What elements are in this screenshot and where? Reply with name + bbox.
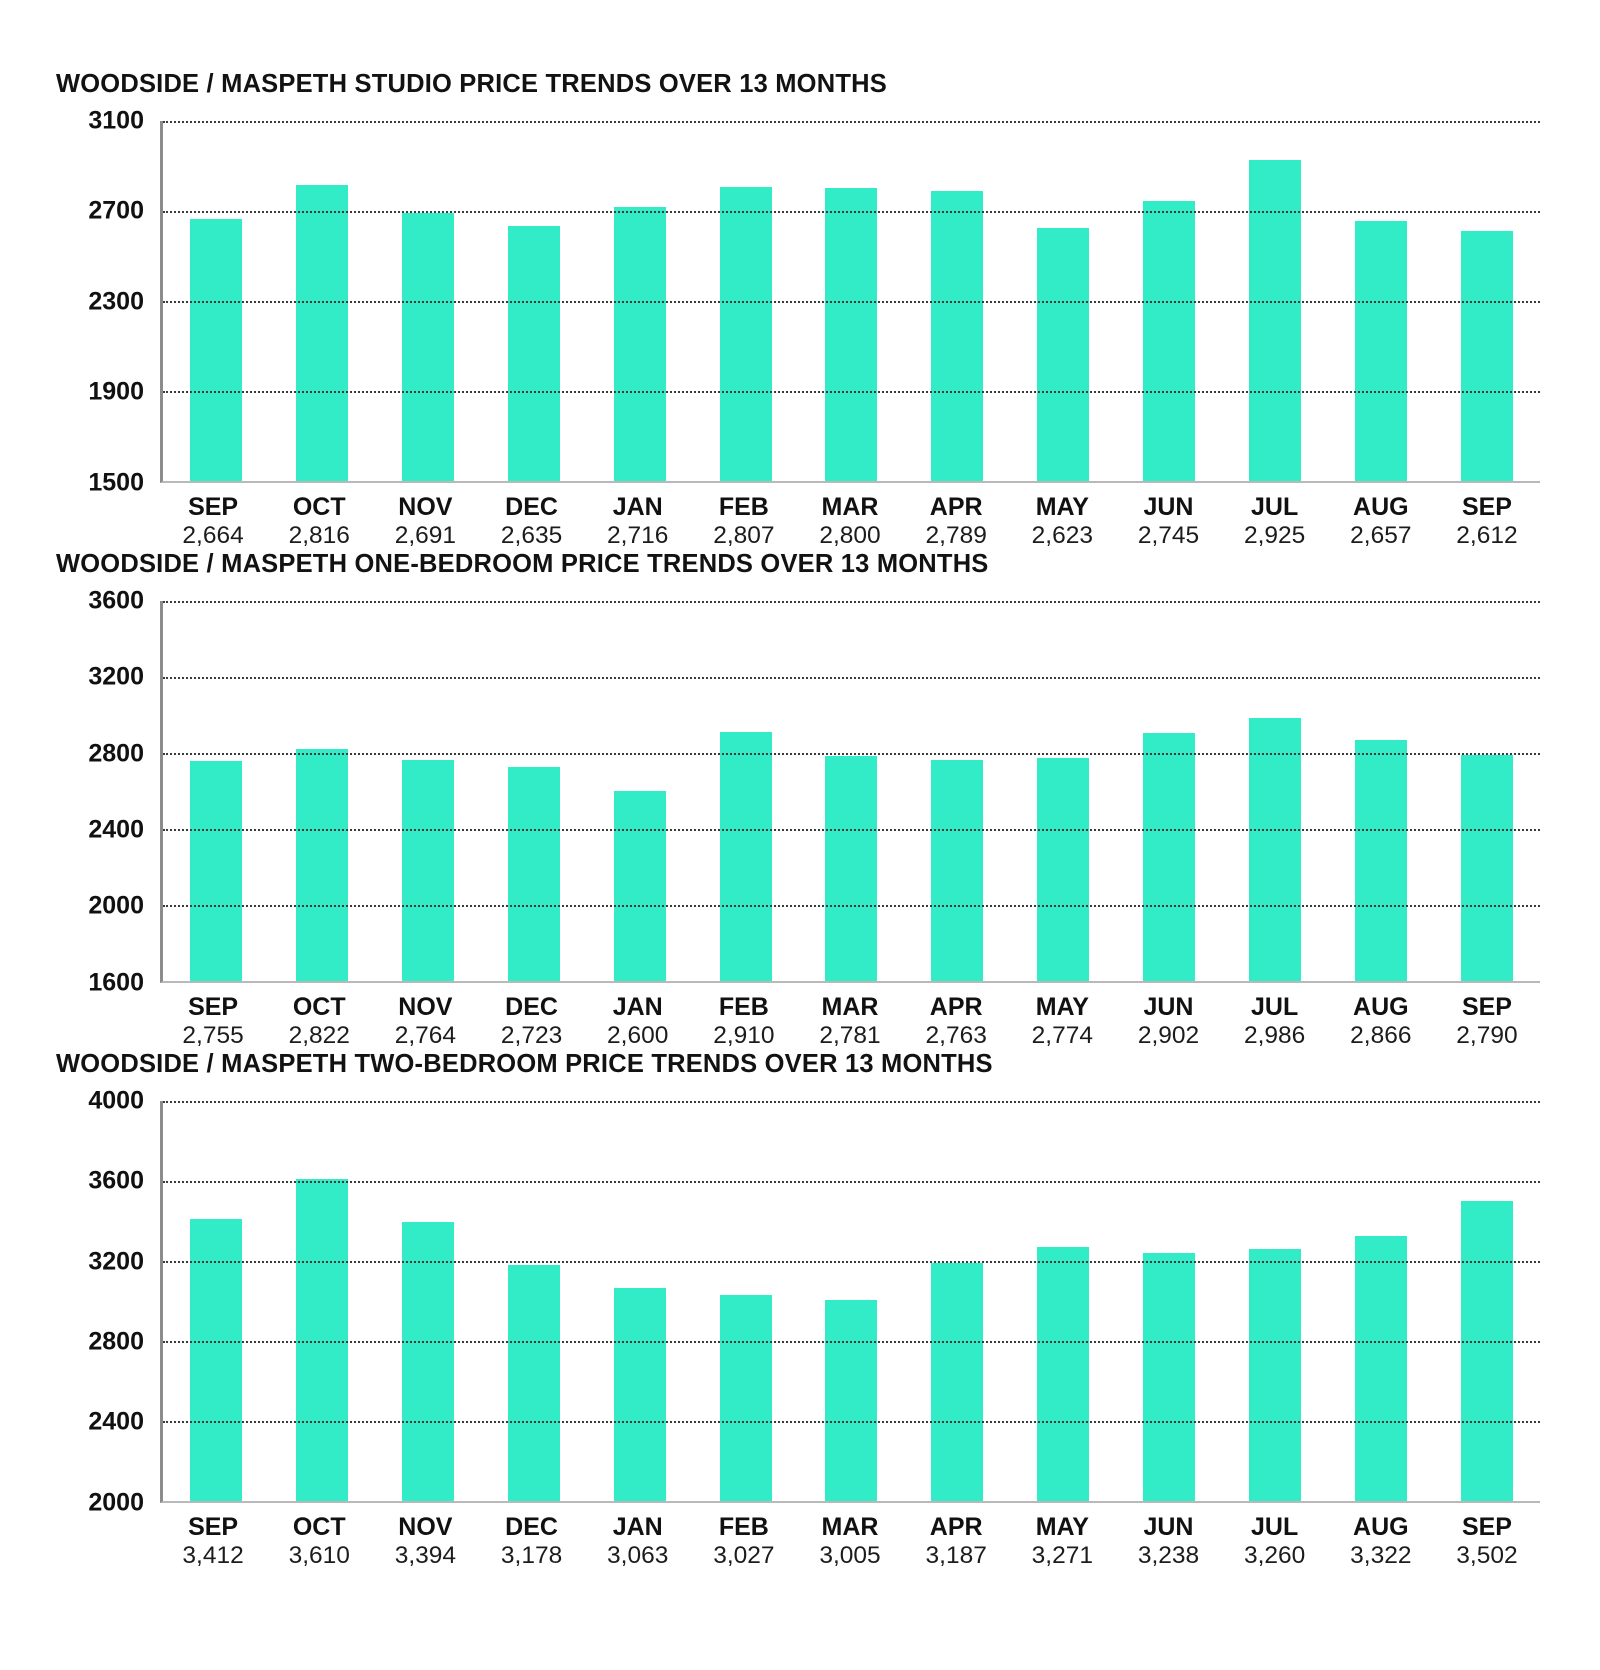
y-axis-tick-label: 1600 bbox=[88, 968, 144, 997]
bar-jul-10[interactable] bbox=[1249, 718, 1301, 981]
gridline bbox=[163, 121, 1540, 123]
x-axis-month-label: OCT bbox=[292, 992, 346, 1021]
labels-spacer bbox=[48, 993, 160, 1050]
x-axis-label-group bbox=[797, 493, 903, 550]
bar-value-label: 2,612 bbox=[1456, 521, 1518, 549]
bar-slot bbox=[1010, 601, 1116, 981]
bar-value-label: 2,664 bbox=[182, 521, 244, 549]
plot-row-two-bedroom bbox=[48, 1086, 1540, 1517]
y-axis-tick-label: 2300 bbox=[88, 287, 144, 316]
bar-value-label: 3,322 bbox=[1350, 1541, 1412, 1569]
x-axis-month-label: APR bbox=[929, 492, 983, 521]
bar-slot bbox=[904, 1101, 1010, 1501]
x-axis-label-group bbox=[266, 493, 372, 550]
bar-nov-2[interactable] bbox=[402, 213, 454, 481]
bar-slot bbox=[1010, 1101, 1116, 1501]
gridline bbox=[163, 1261, 1540, 1263]
x-axis-label-group bbox=[160, 993, 266, 1050]
x-axis-labels-studio bbox=[48, 493, 1540, 550]
y-axis-tick-label: 2000 bbox=[88, 1488, 144, 1517]
y-axis-tick-label: 2000 bbox=[88, 891, 144, 920]
bar-jun-9[interactable] bbox=[1143, 201, 1195, 481]
y-axis-one-bedroom bbox=[48, 586, 160, 997]
bar-value-label: 3,394 bbox=[394, 1541, 457, 1569]
page-title-studio: WOODSIDE / MASPETH STUDIO PRICE TRENDS OVER 13 MONTHS bbox=[56, 70, 887, 98]
bar-slot bbox=[375, 601, 481, 981]
x-axis-label-group bbox=[372, 993, 478, 1050]
x-axis-label-group bbox=[691, 993, 797, 1050]
bar-nov-2[interactable] bbox=[402, 760, 454, 981]
bar-value-label: 2,745 bbox=[1137, 521, 1200, 549]
x-axis-label-group bbox=[1434, 1513, 1540, 1570]
y-axis-tick-label: 3200 bbox=[88, 662, 144, 691]
x-axis-label-group bbox=[797, 993, 903, 1050]
bar-slot bbox=[163, 1101, 269, 1501]
x-axis-month-label: APR bbox=[929, 992, 983, 1021]
x-axis-month-label: OCT bbox=[292, 492, 346, 521]
x-axis-label-group bbox=[160, 1513, 266, 1570]
x-axis-label-group bbox=[585, 493, 691, 550]
x-axis-month-label: MAR bbox=[821, 1512, 879, 1541]
x-axis-label-group bbox=[1115, 493, 1221, 550]
bar-slot bbox=[799, 601, 905, 981]
x-axis-label-group bbox=[1115, 1513, 1221, 1570]
bar-sep-12[interactable] bbox=[1461, 231, 1513, 481]
x-axis-label-group bbox=[903, 993, 1009, 1050]
x-axis-month-label: OCT bbox=[292, 1512, 346, 1541]
bar-dec-3[interactable] bbox=[508, 226, 560, 481]
bar-value-label: 3,610 bbox=[288, 1541, 350, 1569]
y-axis-tick-label: 2800 bbox=[88, 1327, 144, 1356]
gridline bbox=[163, 753, 1540, 755]
bar-slot bbox=[375, 1101, 481, 1501]
labels-studio bbox=[160, 493, 1540, 550]
bar-value-label: 2,763 bbox=[925, 1021, 987, 1049]
x-axis-label-group bbox=[1222, 493, 1328, 550]
bar-aug-11[interactable] bbox=[1355, 740, 1407, 980]
bar-value-label: 2,790 bbox=[1456, 1021, 1518, 1049]
bar-value-label: 2,774 bbox=[1031, 1021, 1093, 1049]
labels-one-bedroom bbox=[160, 993, 1540, 1050]
x-axis-month-label: NOV bbox=[398, 492, 453, 521]
bar-value-label: 2,986 bbox=[1243, 1021, 1306, 1049]
bar-mar-6[interactable] bbox=[825, 1300, 877, 1501]
bar-slot bbox=[587, 601, 693, 981]
x-axis-label-group bbox=[1328, 493, 1434, 550]
bar-value-label: 2,657 bbox=[1350, 521, 1412, 549]
bar-feb-5[interactable] bbox=[720, 732, 772, 981]
bar-slot bbox=[1328, 1101, 1434, 1501]
bar-slot bbox=[1222, 1101, 1328, 1501]
bar-value-label: 3,502 bbox=[1456, 1541, 1518, 1569]
bar-sep-12[interactable] bbox=[1461, 755, 1513, 981]
x-axis-month-label: NOV bbox=[398, 992, 453, 1021]
bar-slot bbox=[269, 601, 375, 981]
x-axis-month-label: FEB bbox=[718, 492, 769, 521]
bar-jul-10[interactable] bbox=[1249, 160, 1301, 480]
x-axis-label-group bbox=[1115, 993, 1221, 1050]
bar-value-label: 3,027 bbox=[713, 1541, 775, 1569]
gridline bbox=[163, 1181, 1540, 1183]
x-axis-month-label: NOV bbox=[398, 1512, 453, 1541]
x-axis-month-label: DEC bbox=[505, 492, 558, 521]
bar-value-label: 2,764 bbox=[394, 1021, 457, 1049]
bar-aug-11[interactable] bbox=[1355, 221, 1407, 481]
bar-slot bbox=[481, 601, 587, 981]
bar-value-label: 3,238 bbox=[1137, 1541, 1200, 1569]
x-axis-month-label: MAY bbox=[1035, 1512, 1089, 1541]
bar-value-label: 3,260 bbox=[1243, 1541, 1306, 1569]
x-axis-month-label: JUL bbox=[1251, 1512, 1299, 1541]
bar-apr-7[interactable] bbox=[931, 191, 983, 481]
x-axis-label-group bbox=[1328, 993, 1434, 1050]
bar-value-label: 2,781 bbox=[819, 1021, 881, 1049]
bar-may-8[interactable] bbox=[1037, 1247, 1089, 1501]
x-axis-label-group bbox=[585, 993, 691, 1050]
x-axis-month-label: MAR bbox=[821, 492, 879, 521]
bar-mar-6[interactable] bbox=[825, 756, 877, 980]
gridline bbox=[163, 905, 1540, 907]
bar-value-label: 3,412 bbox=[182, 1541, 244, 1569]
y-axis-tick-label: 1500 bbox=[88, 468, 144, 497]
bar-slot bbox=[799, 1101, 905, 1501]
bar-apr-7[interactable] bbox=[931, 1263, 983, 1500]
bar-value-label: 3,187 bbox=[925, 1541, 987, 1569]
bar-sep-12[interactable] bbox=[1461, 1201, 1513, 1501]
x-axis-month-label: AUG bbox=[1353, 492, 1409, 521]
bar-value-label: 2,866 bbox=[1350, 1021, 1412, 1049]
gridline bbox=[163, 829, 1540, 831]
x-axis-label-group bbox=[1434, 993, 1540, 1050]
x-axis-label-group bbox=[1009, 493, 1115, 550]
bar-value-label: 3,005 bbox=[819, 1541, 881, 1569]
bar-sep-0[interactable] bbox=[190, 219, 242, 481]
x-axis-month-label: SEP bbox=[1461, 492, 1512, 521]
chart-block-two-bedroom bbox=[48, 1050, 1540, 1570]
bar-value-label: 3,271 bbox=[1031, 1541, 1093, 1569]
plot-area-studio bbox=[160, 121, 1540, 483]
y-axis-tick-label: 2700 bbox=[88, 196, 144, 225]
plot-row-one-bedroom bbox=[48, 586, 1540, 997]
bar-slot bbox=[587, 1101, 693, 1501]
x-axis-month-label: AUG bbox=[1353, 1512, 1409, 1541]
bar-slot bbox=[1116, 1101, 1222, 1501]
gridline bbox=[163, 1341, 1540, 1343]
x-axis-month-label: SEP bbox=[1461, 992, 1512, 1021]
bar-value-label: 3,063 bbox=[607, 1541, 669, 1569]
bar-aug-11[interactable] bbox=[1355, 1236, 1407, 1500]
gridline bbox=[163, 211, 1540, 213]
x-axis-label-group bbox=[478, 993, 584, 1050]
y-axis-two-bedroom bbox=[48, 1086, 160, 1517]
x-axis-label-group bbox=[691, 493, 797, 550]
bar-value-label: 2,623 bbox=[1031, 521, 1093, 549]
plot-row-studio bbox=[48, 106, 1540, 497]
x-axis-month-label: SEP bbox=[188, 1512, 239, 1541]
x-axis-month-label: SEP bbox=[1461, 1512, 1512, 1541]
labels-spacer bbox=[48, 493, 160, 550]
x-axis-label-group bbox=[1222, 1513, 1328, 1570]
chart-block-one-bedroom bbox=[48, 550, 1540, 1050]
y-axis-tick-label: 3100 bbox=[88, 106, 144, 135]
bar-value-label: 2,816 bbox=[288, 521, 350, 549]
x-axis-label-group bbox=[160, 493, 266, 550]
bar-may-8[interactable] bbox=[1037, 758, 1089, 981]
y-axis-tick-label: 3600 bbox=[88, 1166, 144, 1195]
y-axis-studio bbox=[48, 106, 160, 497]
x-axis-label-group bbox=[478, 493, 584, 550]
bar-nov-2[interactable] bbox=[402, 1222, 454, 1501]
x-axis-month-label: FEB bbox=[718, 992, 769, 1021]
plot-area-two-bedroom bbox=[160, 1101, 1540, 1503]
x-axis-label-group bbox=[797, 1513, 903, 1570]
bar-jan-4[interactable] bbox=[614, 791, 666, 981]
page-title-two-bedroom: WOODSIDE / MASPETH TWO-BEDROOM PRICE TRENDS OVER 13 MONTHS bbox=[56, 1050, 993, 1078]
y-axis-tick-label: 3200 bbox=[88, 1247, 144, 1276]
bar-slot bbox=[904, 601, 1010, 981]
bar-value-label: 2,716 bbox=[607, 521, 669, 549]
x-axis-month-label: MAR bbox=[821, 992, 879, 1021]
x-axis-label-group bbox=[372, 1513, 478, 1570]
bar-oct-1[interactable] bbox=[296, 185, 348, 481]
bar-slot bbox=[1222, 601, 1328, 981]
bar-slot bbox=[1328, 601, 1434, 981]
x-axis-label-group bbox=[266, 993, 372, 1050]
x-axis-month-label: JUN bbox=[1143, 1512, 1194, 1541]
bar-value-label: 2,789 bbox=[925, 521, 987, 549]
bar-value-label: 2,600 bbox=[607, 1021, 669, 1049]
bar-mar-6[interactable] bbox=[825, 188, 877, 480]
y-axis-tick-label: 3600 bbox=[88, 586, 144, 615]
bar-value-label: 3,178 bbox=[500, 1541, 563, 1569]
bar-series-two-bedroom bbox=[163, 1101, 1540, 1501]
bar-feb-5[interactable] bbox=[720, 187, 772, 481]
x-axis-month-label: SEP bbox=[188, 992, 239, 1021]
bar-slot bbox=[1434, 1101, 1540, 1501]
bar-oct-1[interactable] bbox=[296, 1179, 348, 1501]
x-axis-label-group bbox=[266, 1513, 372, 1570]
bar-value-label: 2,800 bbox=[819, 521, 881, 549]
x-axis-month-label: JUL bbox=[1251, 492, 1299, 521]
bar-slot bbox=[693, 601, 799, 981]
bar-jun-9[interactable] bbox=[1143, 1253, 1195, 1500]
x-axis-label-group bbox=[1222, 993, 1328, 1050]
x-axis-month-label: SEP bbox=[188, 492, 239, 521]
x-axis-label-group bbox=[585, 1513, 691, 1570]
x-axis-label-group bbox=[903, 1513, 1009, 1570]
x-axis-month-label: JUN bbox=[1143, 492, 1194, 521]
x-axis-label-group bbox=[1009, 993, 1115, 1050]
page-title-one-bedroom: WOODSIDE / MASPETH ONE-BEDROOM PRICE TRENDS OVER 13 MONTHS bbox=[56, 550, 989, 578]
labels-two-bedroom bbox=[160, 1513, 1540, 1570]
plot-area-one-bedroom bbox=[160, 601, 1540, 983]
x-axis-labels-one-bedroom bbox=[48, 993, 1540, 1050]
bar-jul-10[interactable] bbox=[1249, 1249, 1301, 1501]
bar-jan-4[interactable] bbox=[614, 207, 666, 480]
bar-may-8[interactable] bbox=[1037, 228, 1089, 480]
x-axis-label-group bbox=[372, 493, 478, 550]
y-axis-tick-label: 4000 bbox=[88, 1086, 144, 1115]
gridline bbox=[163, 1421, 1540, 1423]
bar-slot bbox=[1434, 601, 1540, 981]
x-axis-label-group bbox=[1328, 1513, 1434, 1570]
x-axis-month-label: DEC bbox=[505, 992, 558, 1021]
bar-value-label: 2,723 bbox=[500, 1021, 563, 1049]
y-axis-tick-label: 2800 bbox=[88, 739, 144, 768]
x-axis-labels-two-bedroom bbox=[48, 1513, 1540, 1570]
x-axis-label-group bbox=[1009, 1513, 1115, 1570]
x-axis-month-label: MAY bbox=[1035, 992, 1089, 1021]
bar-slot bbox=[693, 1101, 799, 1501]
y-axis-tick-label: 2400 bbox=[88, 815, 144, 844]
x-axis-month-label: JAN bbox=[612, 992, 663, 1021]
bar-slot bbox=[163, 601, 269, 981]
y-axis-tick-label: 1900 bbox=[88, 377, 144, 406]
bar-dec-3[interactable] bbox=[508, 1265, 560, 1500]
x-axis-month-label: DEC bbox=[505, 1512, 558, 1541]
x-axis-month-label: APR bbox=[929, 1512, 983, 1541]
x-axis-label-group bbox=[691, 1513, 797, 1570]
x-axis-month-label: JAN bbox=[612, 1512, 663, 1541]
bar-feb-5[interactable] bbox=[720, 1295, 772, 1500]
x-axis-label-group bbox=[478, 1513, 584, 1570]
x-axis-month-label: JUN bbox=[1143, 992, 1194, 1021]
x-axis-month-label: FEB bbox=[718, 1512, 769, 1541]
bar-value-label: 2,635 bbox=[500, 521, 563, 549]
bar-value-label: 2,822 bbox=[288, 1021, 350, 1049]
bar-jan-4[interactable] bbox=[614, 1288, 666, 1500]
gridline bbox=[163, 601, 1540, 603]
chart-block-studio bbox=[48, 70, 1540, 550]
bar-oct-1[interactable] bbox=[296, 749, 348, 981]
bar-jun-9[interactable] bbox=[1143, 733, 1195, 980]
bar-value-label: 2,910 bbox=[713, 1021, 775, 1049]
x-axis-month-label: JAN bbox=[612, 492, 663, 521]
bar-value-label: 2,755 bbox=[182, 1021, 244, 1049]
bar-value-label: 2,925 bbox=[1243, 521, 1306, 549]
bar-value-label: 2,691 bbox=[394, 521, 457, 549]
bar-slot bbox=[269, 1101, 375, 1501]
x-axis-month-label: AUG bbox=[1353, 992, 1409, 1021]
bar-apr-7[interactable] bbox=[931, 760, 983, 981]
bar-slot bbox=[1116, 601, 1222, 981]
x-axis-label-group bbox=[903, 493, 1009, 550]
gridline bbox=[163, 677, 1540, 679]
x-axis-month-label: JUL bbox=[1251, 992, 1299, 1021]
gridline bbox=[163, 301, 1540, 303]
bar-series-one-bedroom bbox=[163, 601, 1540, 981]
bar-dec-3[interactable] bbox=[508, 767, 560, 980]
gridline bbox=[163, 391, 1540, 393]
gridline bbox=[163, 1101, 1540, 1103]
bar-sep-0[interactable] bbox=[190, 761, 242, 980]
bar-slot bbox=[481, 1101, 587, 1501]
x-axis-label-group bbox=[1434, 493, 1540, 550]
bar-value-label: 2,807 bbox=[713, 521, 775, 549]
y-axis-tick-label: 2400 bbox=[88, 1407, 144, 1436]
labels-spacer bbox=[48, 1513, 160, 1570]
x-axis-month-label: MAY bbox=[1035, 492, 1089, 521]
bar-value-label: 2,902 bbox=[1137, 1021, 1200, 1049]
